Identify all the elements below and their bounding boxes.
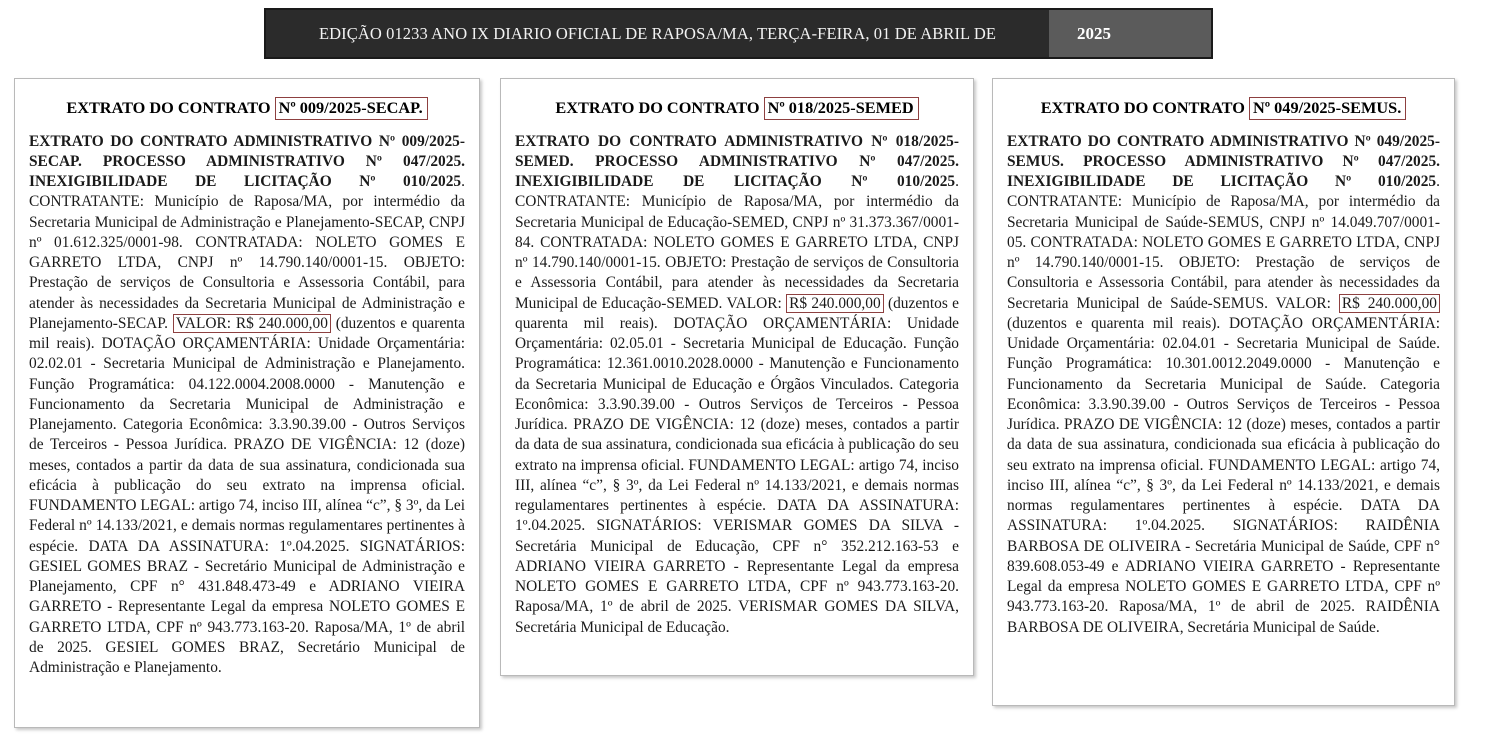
panel-body-lead: EXTRATO DO CONTRATO ADMINISTRATIVO Nº 018/2025-SEMED. PROCESSO ADMINISTRATIVO Nº 047/2025. INEXIGIBILIDADE DE LICITAÇÃO Nº 010/2025 xyxy=(515,132,959,191)
panel-title-prefix: EXTRATO DO CONTRATO xyxy=(66,98,271,117)
contract-value-highlight: VALOR: R$ 240.000,00 xyxy=(173,314,331,333)
contract-value-highlight: R$ 240.000,00 xyxy=(786,294,884,313)
contract-panel-secap xyxy=(14,78,480,728)
panel-title-prefix: EXTRATO DO CONTRATO xyxy=(555,98,760,117)
contract-value-highlight: R$ 240.000,00 xyxy=(1339,294,1440,313)
contract-panel-semed xyxy=(500,78,974,676)
edition-banner-year-box xyxy=(1049,10,1211,57)
panel-body-lead: EXTRATO DO CONTRATO ADMINISTRATIVO Nº 049/2025-SEMUS. PROCESSO ADMINISTRATIVO Nº 047/2025. INEXIGIBILIDADE DE LICITAÇÃO Nº 010/2025 xyxy=(1007,132,1440,191)
panel-title xyxy=(29,97,465,120)
panel-title-contract-number: Nº 009/2025-SECAP. xyxy=(275,97,428,120)
contract-columns xyxy=(0,78,1489,754)
panel-title xyxy=(1007,97,1440,120)
panel-body-before-value: . CONTRATANTE: Município de Raposa/MA, por intermédio da Secretaria Municipal de Educação-SEMED, CNPJ nº 31.373.367/0001-84. CONTRATADA: NOLETO GOMES E GARRETO LTDA, CNPJ nº 14.790.140/0001-15. OBJETO: Prestação de serviços de Consultoria e Assessoria Contábil, para atender às necessidades da Secretaria Municipal de Educação-SEMED. VALOR: xyxy=(515,173,959,312)
panel-title-contract-number: Nº 049/2025-SEMUS. xyxy=(1249,97,1406,120)
edition-banner xyxy=(264,8,1213,59)
panel-body-after-value: (duzentos e quarenta mil reais). DOTAÇÃO ORÇAMENTÁRIA: Unidade Orçamentária: 02.05.01 - Secretaria Municipal de Educação. Função Programática: 12.361.0010.2028.0000 - Manutenção e Funcionamento da Secretaria Municipal de Educação e Órgãos Vinculados. Categoria Econômica: 3.3.90.39.00 - Outros Serviços de Terceiros - Pessoa Jurídica. PRAZO DE VIGÊNCIA: 12 (doze) meses, contados a partir da data de sua assinatura, condicionada sua eficácia à publicação do seu extrato na imprensa oficial. FUNDAMENTO LEGAL: artigo 74, inciso III, alínea “c”, § 3º, da Lei Federal nº 14.133/2021, e demais normas regulamentares pertinentes à espécie. DATA DA ASSINATURA: 1º.04.2025. SIGNATÁRIOS: VERISMAR GOMES DA SILVA - Secretária Municipal de Educação, CPF n° 352.212.163-53 e ADRIANO VIEIRA GARRETO - Representante Legal da empresa NOLETO GOMES E GARRETO LTDA, CPF nº 943.773.163-20. Raposa/MA, 1º de abril de 2025. VERISMAR GOMES DA SILVA, Secretária Municipal de Educação. xyxy=(515,294,959,636)
contract-panel-semus xyxy=(992,78,1455,706)
panel-body-after-value: (duzentos e quarenta mil reais). DOTAÇÃO ORÇAMENTÁRIA: Unidade Orçamentária: 02.04.01 - Secretaria Municipal de Saúde. Função Programática: 10.301.0012.2049.0000 - Manutenção e Funcionamento da Secretaria Municipal de Saúde. Categoria Econômica: 3.3.90.39.00 - Outros Serviços de Terceiros - Pessoa Jurídica. PRAZO DE VIGÊNCIA: 12 (doze) meses, contados a partir da data de sua assinatura, condicionada sua eficácia à publicação do seu extrato na imprensa oficial. FUNDAMENTO LEGAL: artigo 74, inciso III, alínea “c”, § 3º, da Lei Federal nº 14.133/2021, e demais normas regulamentares pertinentes à espécie. DATA DA ASSINATURA: 1º.04.2025. SIGNATÁRIOS: RAIDÊNIA BARBOSA DE OLIVEIRA - Secretária Municipal de Saúde, CPF n° 839.608.053-49 e ADRIANO VIEIRA GARRETO - Representante Legal da empresa NOLETO GOMES E GARRETO LTDA, CPF nº 943.773.163-20. Raposa/MA, 1º de abril de 2025. RAIDÊNIA BARBOSA DE OLIVEIRA, Secretária Municipal de Saúde. xyxy=(1007,314,1440,636)
panel-body-before-value: . CONTRATANTE: Município de Raposa/MA, por intermédio da Secretaria Municipal de Administração e Planejamento-SECAP, CNPJ nº 01.612.325/0001-98. CONTRATADA: NOLETO GOMES E GARRETO LTDA, CNPJ nº 14.790.140/0001-15. OBJETO: Prestação de serviços de Consultoria e Assessoria Contábil, para atender às necessidades da Secretaria Municipal de Administração e Planejamento-SECAP. xyxy=(29,173,465,332)
panel-title xyxy=(515,97,959,120)
panel-body xyxy=(29,132,465,679)
panel-body xyxy=(1007,132,1440,638)
panel-body xyxy=(515,132,959,638)
panel-body-after-value: (duzentos e quarenta mil reais). DOTAÇÃO ORÇAMENTÁRIA: Unidade Orçamentária: 02.02.01 - Secretaria Municipal de Administração e Planejamento. Função Programática: 04.122.0004.2008.0000 - Manutenção e Funcionamento da Secretaria Municipal de Administração e Planejamento. Categoria Econômica: 3.3.90.39.00 - Outros Serviços de Terceiros - Pessoa Jurídica. PRAZO DE VIGÊNCIA: 12 (doze) meses, contados a partir da data de sua assinatura, condicionada sua eficácia à publicação do seu extrato na imprensa oficial. FUNDAMENTO LEGAL: artigo 74, inciso III, alínea “c”, § 3º, da Lei Federal nº 14.133/2021, e demais normas regulamentares pertinentes à espécie. DATA DA ASSINATURA: 1º.04.2025. SIGNATÁRIOS: GESIEL GOMES BRAZ - Secretário Municipal de Administração e Planejamento, CPF n° 431.848.473-49 e ADRIANO VIEIRA GARRETO - Representante Legal da empresa NOLETO GOMES E GARRETO LTDA, CPF nº 943.773.163-20. Raposa/MA, 1º de abril de 2025. GESIEL GOMES BRAZ, Secretário Municipal de Administração e Planejamento. xyxy=(29,314,465,677)
panel-body-lead: EXTRATO DO CONTRATO ADMINISTRATIVO Nº 009/2025-SECAP. PROCESSO ADMINISTRATIVO Nº 047/2025. INEXIGIBILIDADE DE LICITAÇÃO Nº 010/2025 xyxy=(29,132,465,191)
panel-title-prefix: EXTRATO DO CONTRATO xyxy=(1040,98,1245,117)
page-header xyxy=(0,0,1489,74)
panel-body-before-value: . CONTRATANTE: Município de Raposa/MA, por intermédio da Secretaria Municipal de Saúde-SEMUS, CNPJ nº 14.049.707/0001-05. CONTRATADA: NOLETO GOMES E GARRETO LTDA, CNPJ nº 14.790.140/0001-15. OBJETO: Prestação de serviços de Consultoria e Assessoria Contábil, para atender às necessidades da Secretaria Municipal de Saúde-SEMUS. VALOR: xyxy=(1007,173,1440,312)
edition-year: 2025 xyxy=(1077,23,1111,43)
panel-title-contract-number: Nº 018/2025-SEMED xyxy=(764,97,919,120)
edition-banner-title: EDIÇÃO 01233 ANO IX DIARIO OFICIAL DE RAPOSA/MA, TERÇA-FEIRA, 01 DE ABRIL DE xyxy=(318,23,997,43)
